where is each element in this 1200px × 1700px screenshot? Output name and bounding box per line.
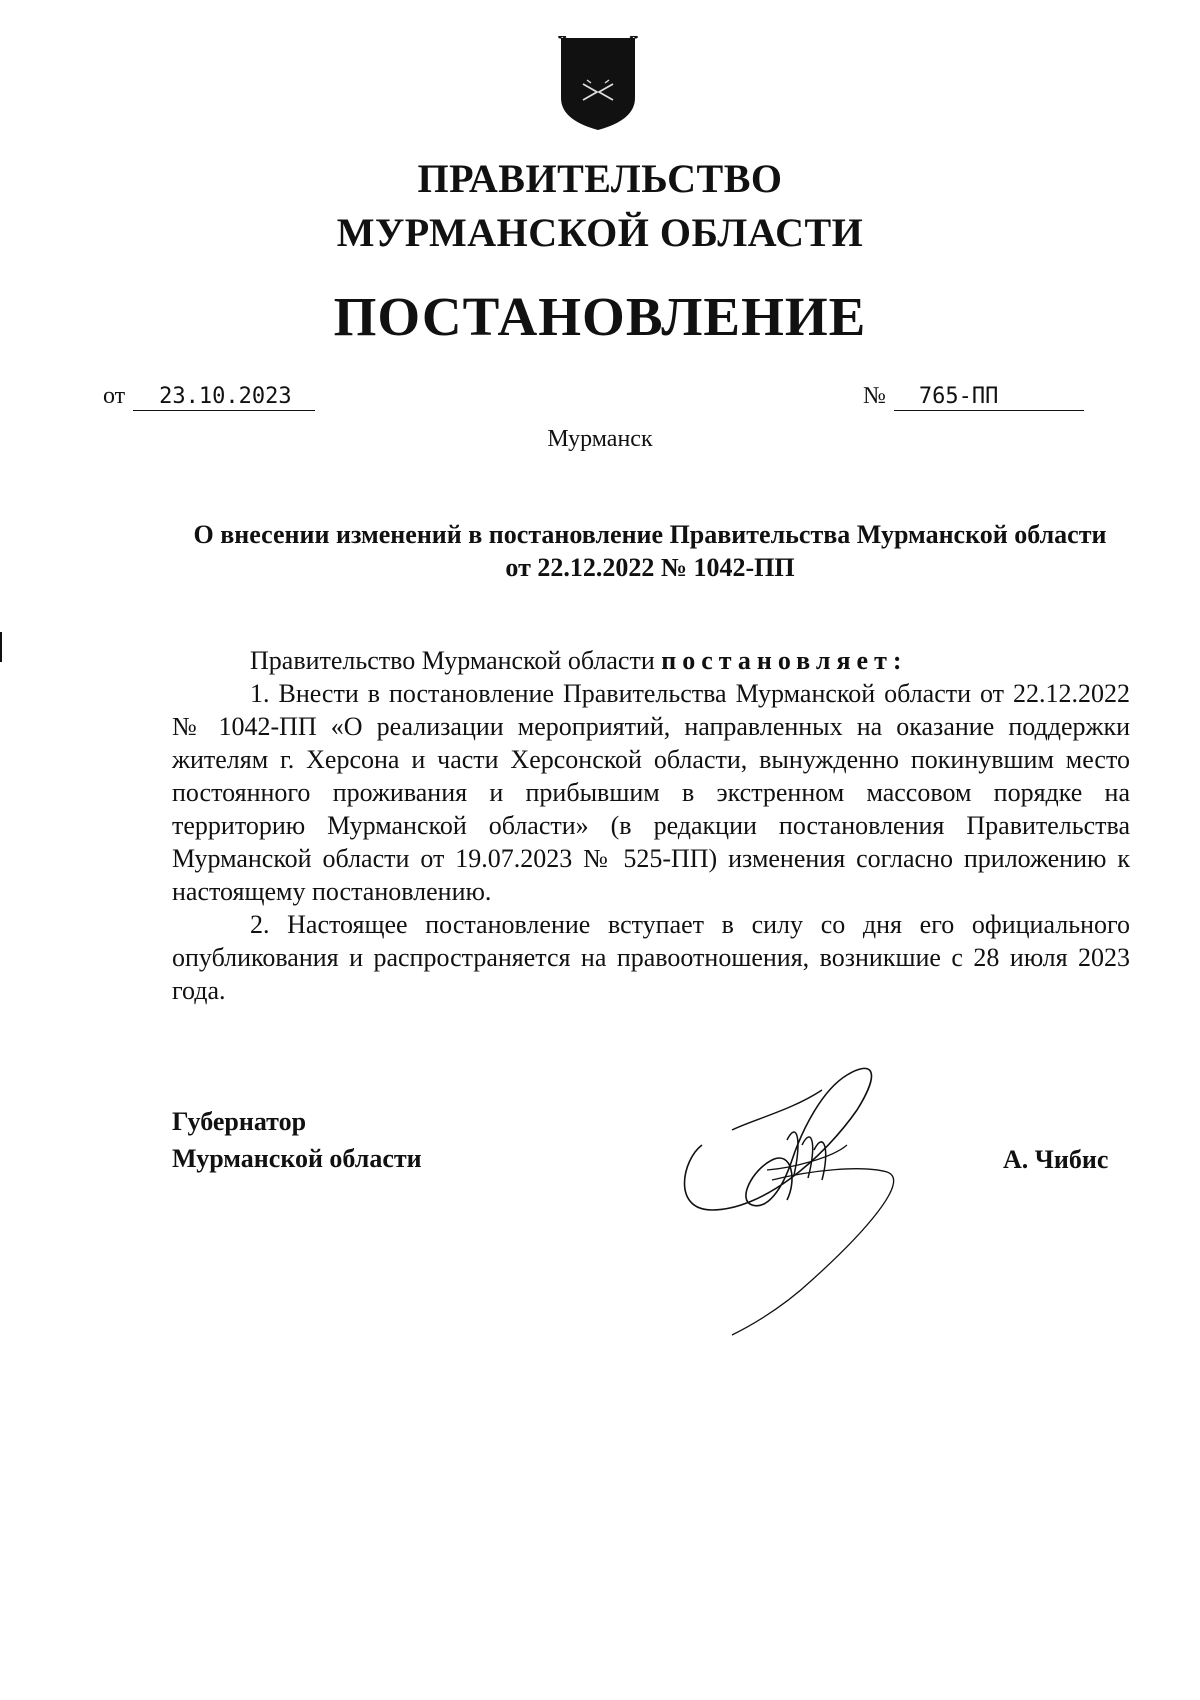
coat-of-arms-icon xyxy=(557,36,639,132)
intro-text: Правительство Мурманской области xyxy=(250,646,662,675)
document-subject: О внесении изменений в постановление Правительства Мурманской области от 22.12.2022 № 1042-ПП xyxy=(193,520,1107,582)
signer-position xyxy=(172,1103,422,1177)
intro-emphasis: постановляет: xyxy=(661,646,908,675)
body-item-2: 2. Настоящее постановление вступает в силу со дня его официального опубликования и распространяется на правоотношения, возникшие с 28 июля 2023 года. xyxy=(172,910,1130,1005)
scan-margin-mark xyxy=(0,632,2,662)
document-city: Мурманск xyxy=(547,426,653,452)
date-prefix: от xyxy=(103,383,126,409)
document-date: 23.10.2023 xyxy=(133,384,315,411)
number-prefix: № xyxy=(863,383,886,409)
org-name-line2: МУРМАНСКОЙ ОБЛАСТИ xyxy=(336,210,864,255)
document-number: 765-ПП xyxy=(894,384,1084,411)
handwritten-signature-icon xyxy=(672,1050,962,1340)
document-type-title: ПОСТАНОВЛЕНИЕ xyxy=(333,286,867,347)
signer-name: А. Чибис xyxy=(1003,1145,1109,1174)
body-item-1: 1. Внести в постановление Правительства Мурманской области от 22.12.2022 № 1042-ПП «О реализации мероприятий, направленных на оказание поддержки жителям г. Херсона и части Херсонской области, вынужденно покинувшим место постоянного проживания и прибывшим в экстренном массовом порядке на территорию Мурманской области» (в редакции постановления Правительства Мурманской области от 19.07.2023 № 525-ПП) изменения согласно приложению к настоящему постановлению. xyxy=(172,679,1130,906)
document-body xyxy=(172,644,1130,1007)
document-date-field xyxy=(103,383,315,411)
body-intro xyxy=(172,644,1130,677)
signer-position-line1: Губернатор xyxy=(172,1107,307,1136)
org-name-line1: ПРАВИТЕЛЬСТВО xyxy=(417,156,783,201)
document-number-field xyxy=(863,383,1084,411)
signer-position-line2: Мурманской области xyxy=(172,1144,422,1173)
